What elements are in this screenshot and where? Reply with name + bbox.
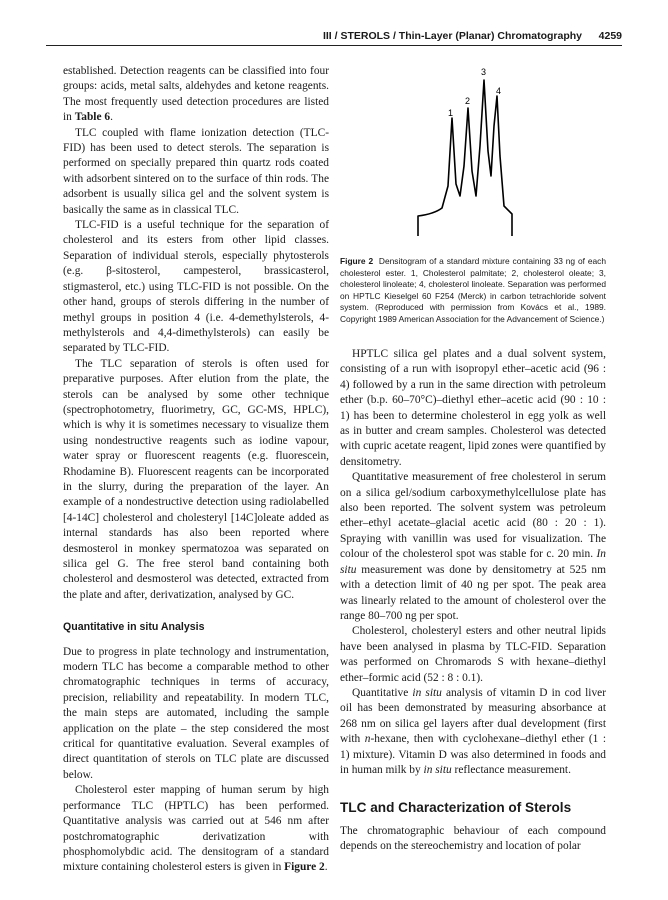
paragraph: established. Detection reagents can be classified into four groups: acids, metal salts, aldehydes and ketone reagents. The most frequently used detection procedures are listed in Table 6.	[63, 65, 329, 124]
peak-label: 2	[465, 96, 471, 106]
right-column	[340, 347, 606, 855]
running-header	[46, 26, 622, 48]
section-heading: TLC and Characterization of Sterols	[340, 800, 572, 816]
page-number: 4259	[598, 30, 622, 42]
figure-reference: Figure 2	[284, 861, 325, 874]
densitogram-plot	[404, 66, 524, 241]
header-rule	[46, 45, 622, 46]
densitogram-figure	[404, 66, 524, 241]
table-reference: Table 6	[74, 111, 111, 124]
peak-label: 3	[481, 67, 487, 77]
peak-label: 1	[448, 108, 454, 118]
caption-label: Figure 2	[340, 256, 374, 266]
caption-text: Densitogram of a standard mixture containing 33 ng of each cholesterol ester. 1, Cholesterol palmitate; 2, cholesterol oleate; 3, cholesterol linoleate; 4, cholesterol linoleate. Separation was performed on HPTLC Kieselgel 60 F254 (Merck) in carbon tetrachloride solvent system. (Reproduced with permission from Kovács et al., 1989. Copyright 1989 American Association for the Advancement of Science.)	[340, 256, 607, 324]
paragraph: Cholesterol, cholesteryl esters and other neutral lipids have been analysed in plasma by TLC-FID. Separation was performed on Chromarods S with hexane–diethyl ether–formic acid (52 : 8 : 0.1).	[340, 625, 606, 684]
paragraph: HPTLC silica gel plates and a dual solvent system, consisting of a run with isopropyl ether–acetic acid (96 : 4) followed by a run in the same direction with petroleum ether (b.p. 60–70°C)–diethyl ether–acetic acid (90 : 10 : 1) has been to determine cholesterol in egg yolk as well as in butter and cream samples. Cholesterol was detected with cupric acetate reagent, lipid zones were quantified by densitometry.	[340, 348, 606, 468]
paragraph: The TLC separation of sterols is often used for preparative purposes. After elution from the plate, the sterols can be analysed by some other technique (spectrophotometry, fluorimetry, GC, GC-MS, HPLC), which is why it is sometimes necessary to visualize them using nondestructive reagents such as iodine vapour, water spray or fluorescent reagents (e.g. fluorescein, Rhodamine B). Fluorescent reagents can be incorporated in the slurry, during the preparation of the layer. An example of a nondestructive detection using radiolabelled [4-14C] cholesterol and cholesteryl [14C]oleate added as internal standards has also been reported where desmosterol in monkey spermatozoa was separated on silica gel G. The free sterol band containing both cholesterol and desmosterol was detected, extracted from the plate and after, derivatization, analysed by GC.	[63, 357, 329, 601]
paragraph: TLC-FID is a useful technique for the separation of cholesterol and its esters from other lipid classes. Separation of individual sterols, especially phytosterols (e.g. β-sitosterol, campesterol, brassicasterol, stigmasterol, etc.) using TLC-FID is not possible. On the other hand, groups of sterols differing in the number of methyl groups in position 4 (i.e. 4-demethylsterols, 4-methylsterols and 4,4-dimethylsterols) can easily be separated by TLC-FID.	[63, 219, 329, 355]
paragraph: Due to progress in plate technology and instrumentation, modern TLC has become a comparable method to other chromatographic techniques in terms of accuracy, precision, reliability and repeatability. In modern TLC, the main steps are automated, including the sample application on the plate – the step considered the most critical for quantitative evaluation. Several examples of direct quantitation of sterols on TLC plate are discussed below.	[63, 645, 329, 781]
running-title: III / STEROLS / Thin-Layer (Planar) Chromatography	[322, 30, 582, 42]
figure-caption	[340, 256, 606, 326]
left-column	[63, 64, 329, 876]
paragraph: Cholesterol ester mapping of human serum by high performance TLC (HPTLC) has been performed. Quantitative analysis was carried out at 546 nm after postchromatographic derivatization with phosphomolybdic acid. The densitogram of a standard mixture containing cholesterol esters is given in Figure 2.	[63, 784, 329, 874]
paragraph: Quantitative measurement of free cholesterol in serum on a silica gel/sodium carboxymethylcellulose plate has also been reported. The solvent system was petroleum ether–ethyl acetate–glacial acetic acid (80 : 20 : 1). Spraying with vanillin was used for visualization. The colour of the cholesterol spot was stable for c. 20 min. In situ measurement was done by densitometry at 525 nm with a detection limit of 40 ng per spot. The peak area was linearly related to the amount of cholesterol over the range 80–700 ng per spot.	[340, 471, 606, 622]
paragraph: The chromatographic behaviour of each compound depends on the stereochemistry and location of polar	[340, 824, 606, 853]
paragraph: TLC coupled with flame ionization detection (TLC-FID) has been used to detect sterols. The separation is performed on specially prepared thin quartz rods coated with adsorbent sintered on to the surface of thin rods. The adsorbent is usually silica gel and the solvent system is basically the same as in classical TLC.	[63, 126, 329, 216]
subheading: Quantitative in situ Analysis	[63, 621, 205, 634]
paragraph: Quantitative in situ analysis of vitamin D in cod liver oil has been demonstrated by measuring absorbance at 268 nm on silica gel layers after dual development (first with n-hexane, then with cyclohexane–diethyl ether (1 : 1) mixture). Vitamin D was also determined in foods and in human milk by in situ reflectance measurement.	[340, 686, 607, 776]
peak-label: 4	[496, 86, 502, 96]
